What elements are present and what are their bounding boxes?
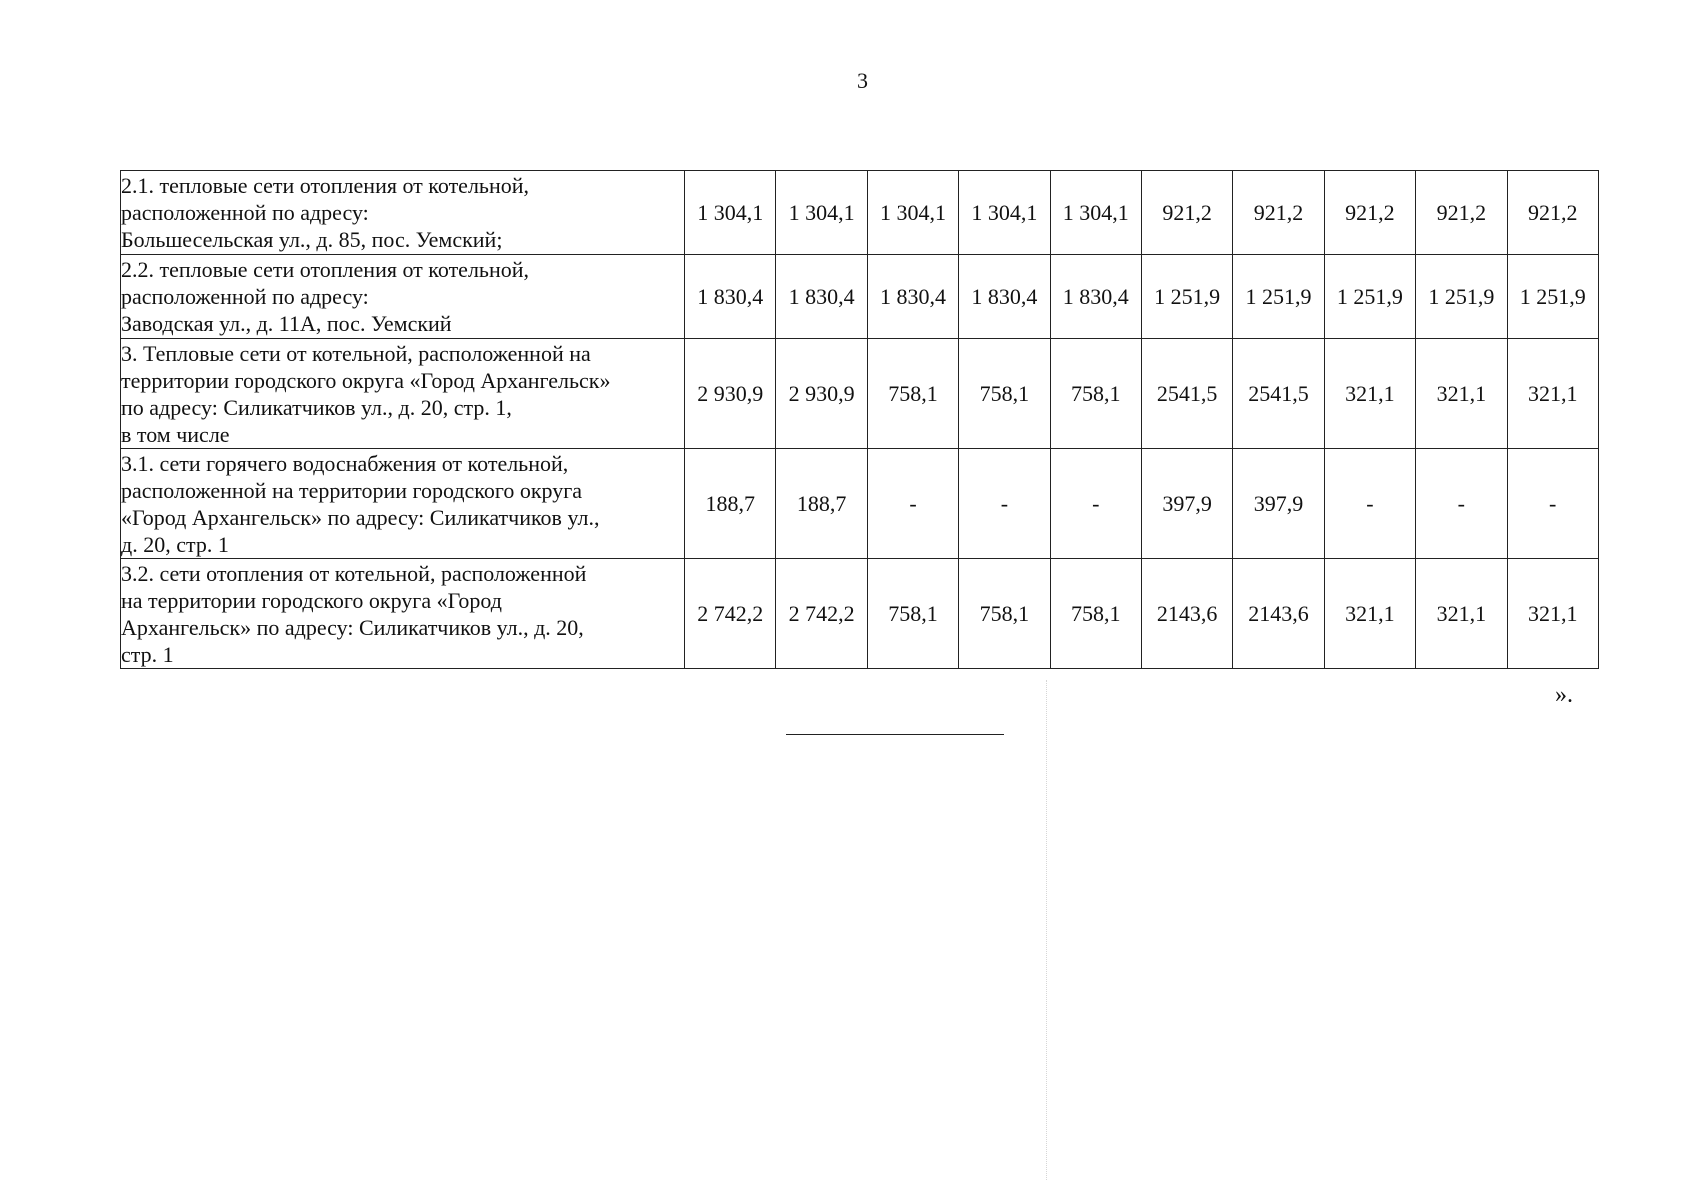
value-cell: - — [867, 449, 958, 559]
value-cell: 321,1 — [1507, 339, 1598, 449]
row-description-line: «Город Архангельск» по адресу: Силикатчиков ул., — [121, 504, 600, 530]
value-cell: 1 830,4 — [959, 255, 1050, 339]
value-cell: 921,2 — [1141, 171, 1232, 255]
value-cell: 188,7 — [685, 449, 776, 559]
row-description-line: расположенной по адресу: — [121, 284, 369, 309]
value-cell: - — [1050, 449, 1141, 559]
row-description-line: 2.1. тепловые сети отопления от котельной, — [121, 173, 530, 198]
row-description-line: стр. 1 — [121, 641, 174, 667]
value-cell: 921,2 — [1416, 171, 1507, 255]
value-cell: - — [1507, 449, 1598, 559]
page-number: 3 — [857, 68, 868, 93]
value-cell: 921,2 — [1507, 171, 1598, 255]
value-cell: 1 830,4 — [1050, 255, 1141, 339]
closing-quote: ». — [1555, 682, 1573, 708]
value-cell: 1 251,9 — [1324, 255, 1415, 339]
value-cell: 2 742,2 — [685, 559, 776, 669]
value-cell: 397,9 — [1233, 449, 1324, 559]
row-description-line: 3.1. сети горячего водоснабжения от котельной, — [121, 450, 569, 476]
value-cell: 321,1 — [1324, 339, 1415, 449]
row-description-line: 3.2. сети отопления от котельной, расположенной — [121, 560, 587, 586]
value-cell: 2143,6 — [1233, 559, 1324, 669]
value-cell: 1 304,1 — [685, 171, 776, 255]
row-description-line: расположенной по адресу: — [121, 200, 369, 225]
value-cell: 758,1 — [959, 559, 1050, 669]
table-row — [121, 559, 1599, 669]
value-cell: - — [959, 449, 1050, 559]
row-description-line: Архангельск» по адресу: Силикатчиков ул., д. 20, — [121, 614, 584, 640]
value-cell: 321,1 — [1416, 559, 1507, 669]
value-cell: 1 304,1 — [959, 171, 1050, 255]
row-description-line: Большесельская ул., д. 85, пос. Уемский; — [121, 227, 503, 252]
value-cell: 321,1 — [1507, 559, 1598, 669]
value-cell: 1 830,4 — [776, 255, 867, 339]
value-cell: - — [1416, 449, 1507, 559]
row-description — [121, 255, 685, 339]
value-cell: 2 742,2 — [776, 559, 867, 669]
value-cell: 758,1 — [1050, 559, 1141, 669]
row-description-line: в том числе — [121, 421, 230, 447]
row-description — [121, 339, 685, 449]
value-cell: 1 304,1 — [776, 171, 867, 255]
row-description-line: расположенной на территории городского округа — [121, 477, 583, 503]
row-description — [121, 171, 685, 255]
value-cell: 2541,5 — [1141, 339, 1232, 449]
value-cell: 758,1 — [959, 339, 1050, 449]
value-cell: 758,1 — [867, 559, 958, 669]
value-cell: 188,7 — [776, 449, 867, 559]
table-row — [121, 449, 1599, 559]
value-cell: 321,1 — [1416, 339, 1507, 449]
value-cell: 1 251,9 — [1416, 255, 1507, 339]
value-cell: 1 830,4 — [685, 255, 776, 339]
row-description-line: 3. Тепловые сети от котельной, расположенной на — [121, 340, 591, 366]
value-cell: 758,1 — [867, 339, 958, 449]
row-description — [121, 559, 685, 669]
value-cell: - — [1324, 449, 1415, 559]
row-description-line: Заводская ул., д. 11А, пос. Уемский — [121, 311, 452, 336]
value-cell: 1 830,4 — [867, 255, 958, 339]
value-cell: 1 304,1 — [867, 171, 958, 255]
separator-line — [786, 734, 1004, 735]
row-description — [121, 449, 685, 559]
table-body — [121, 171, 1599, 669]
table-row — [121, 255, 1599, 339]
value-cell: 1 304,1 — [1050, 171, 1141, 255]
row-description-line: д. 20, стр. 1 — [121, 531, 229, 557]
table-row — [121, 171, 1599, 255]
value-cell: 321,1 — [1324, 559, 1415, 669]
table-row — [121, 339, 1599, 449]
value-cell: 2 930,9 — [685, 339, 776, 449]
value-cell: 2143,6 — [1141, 559, 1232, 669]
heat-networks-table — [120, 170, 1599, 669]
row-description-line: территории городского округа «Город Архангельск» — [121, 367, 611, 393]
value-cell: 1 251,9 — [1507, 255, 1598, 339]
value-cell: 2 930,9 — [776, 339, 867, 449]
value-cell: 1 251,9 — [1233, 255, 1324, 339]
scan-fold-line — [1046, 680, 1047, 1180]
row-description-line: 2.2. тепловые сети отопления от котельной, — [121, 257, 530, 282]
row-description-line: по адресу: Силикатчиков ул., д. 20, стр. 1, — [121, 394, 512, 420]
value-cell: 921,2 — [1233, 171, 1324, 255]
value-cell: 921,2 — [1324, 171, 1415, 255]
value-cell: 397,9 — [1141, 449, 1232, 559]
value-cell: 1 251,9 — [1141, 255, 1232, 339]
row-description-line: на территории городского округа «Город — [121, 587, 502, 613]
value-cell: 758,1 — [1050, 339, 1141, 449]
value-cell: 2541,5 — [1233, 339, 1324, 449]
